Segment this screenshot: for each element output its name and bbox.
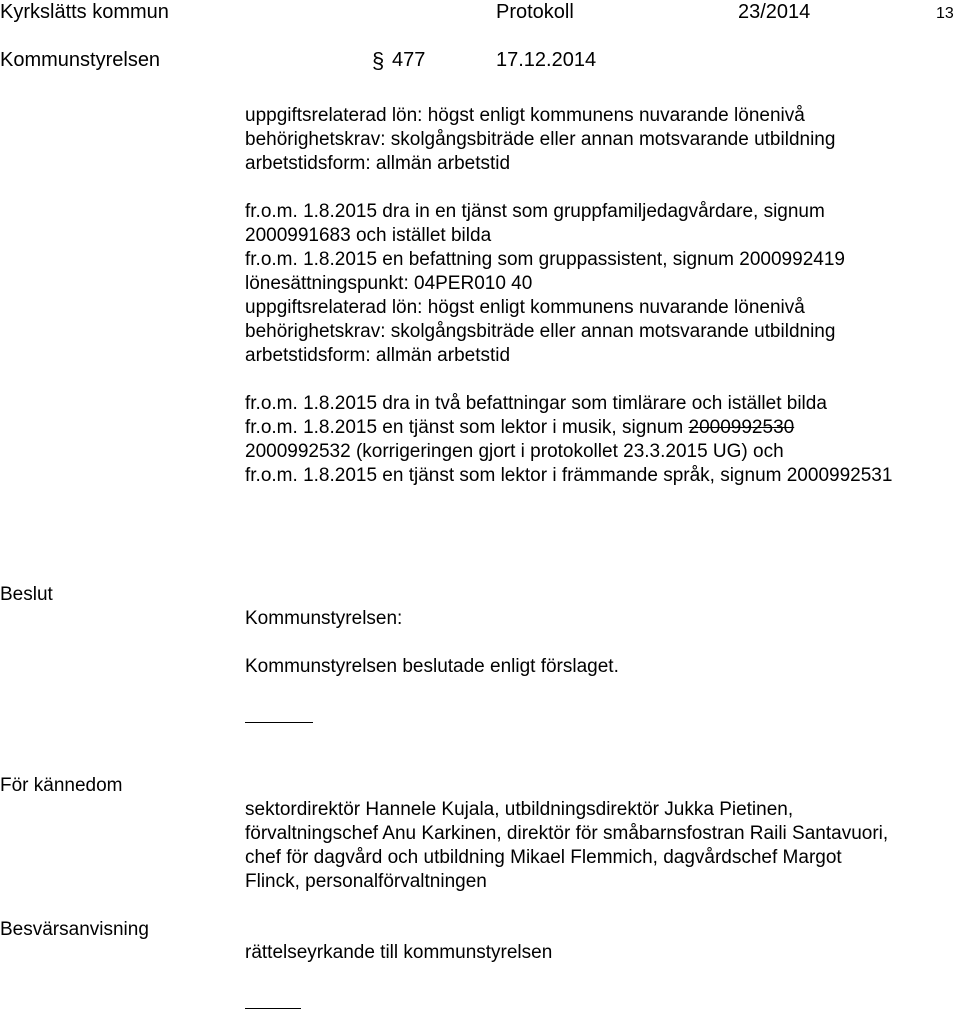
for-information-recipients xyxy=(245,798,888,894)
recipient-line: chef för dagvård och utbildning Mikael Flemmich, dagvårdschef Margot xyxy=(245,847,842,868)
content-block-1 xyxy=(245,104,835,176)
header-doc-number: 23/2014 xyxy=(738,1,811,23)
content-line-with-correction xyxy=(245,416,892,440)
header-municipality: Kyrkslätts kommun xyxy=(0,1,169,23)
content-line: fr.o.m. 1.8.2015 dra in en tjänst som gruppfamiljedagvårdare, signum xyxy=(245,201,825,222)
decision-text: Kommunstyrelsen beslutade enligt förslaget. xyxy=(245,656,619,677)
content-line: 2000991683 och istället bilda xyxy=(245,225,492,246)
content-line: fr.o.m. 1.8.2015 en befattning som gruppassistent, signum 2000992419 xyxy=(245,249,845,270)
content-line: fr.o.m. 1.8.2015 en tjänst som lektor i främmande språk, signum 2000992531 xyxy=(245,465,893,486)
recipient-line: Flinck, personalförvaltningen xyxy=(245,871,487,892)
recipient-line: förvaltningschef Anu Karkinen, direktör för småbarnsfostran Raili Santavuori, xyxy=(245,823,889,844)
page-number: 13 xyxy=(936,5,954,22)
content-line: arbetstidsform: allmän arbetstid xyxy=(245,345,511,366)
header-doc-type: Protokoll xyxy=(496,1,574,23)
for-information-label: För kännedom xyxy=(0,775,123,796)
recipient-line: sektordirektör Hannele Kujala, utbildningsdirektör Jukka Pietinen, xyxy=(245,799,794,820)
appeal-label: Besvärsanvisning xyxy=(0,919,149,940)
content-block-3 xyxy=(245,392,892,488)
content-line: behörighetskrav: skolgångsbiträde eller annan motsvarande utbildning xyxy=(245,129,836,150)
decision-heading: Kommunstyrelsen: xyxy=(245,608,403,629)
section-number: 477 xyxy=(392,49,426,71)
content-line: behörighetskrav: skolgångsbiträde eller annan motsvarande utbildning xyxy=(245,321,836,342)
struck-signum: 2000992530 xyxy=(688,417,795,438)
content-text: fr.o.m. 1.8.2015 en tjänst som lektor i musik, signum xyxy=(245,417,689,438)
decision-label: Beslut xyxy=(0,584,53,605)
header-date: 17.12.2014 xyxy=(496,49,597,71)
svg-text:§: § xyxy=(372,48,385,73)
appeal-text: rättelseyrkande till kommunstyrelsen xyxy=(245,942,553,963)
content-line: uppgiftsrelaterad lön: högst enligt kommunens nuvarande lönenivå xyxy=(245,297,805,318)
divider-line xyxy=(245,1008,301,1009)
content-line: arbetstidsform: allmän arbetstid xyxy=(245,153,511,174)
content-line: 2000992532 (korrigeringen gjort i protokollet 23.3.2015 UG) och xyxy=(245,441,784,462)
content-line: uppgiftsrelaterad lön: högst enligt kommunens nuvarande lönenivå xyxy=(245,105,805,126)
content-line: fr.o.m. 1.8.2015 dra in två befattningar som timlärare och istället bilda xyxy=(245,393,827,414)
section-sign-icon xyxy=(371,47,387,73)
header-body: Kommunstyrelsen xyxy=(0,49,161,71)
content-block-2 xyxy=(245,200,845,368)
divider-line xyxy=(245,722,313,723)
content-line: lönesättningspunkt: 04PER010 40 xyxy=(245,273,533,294)
